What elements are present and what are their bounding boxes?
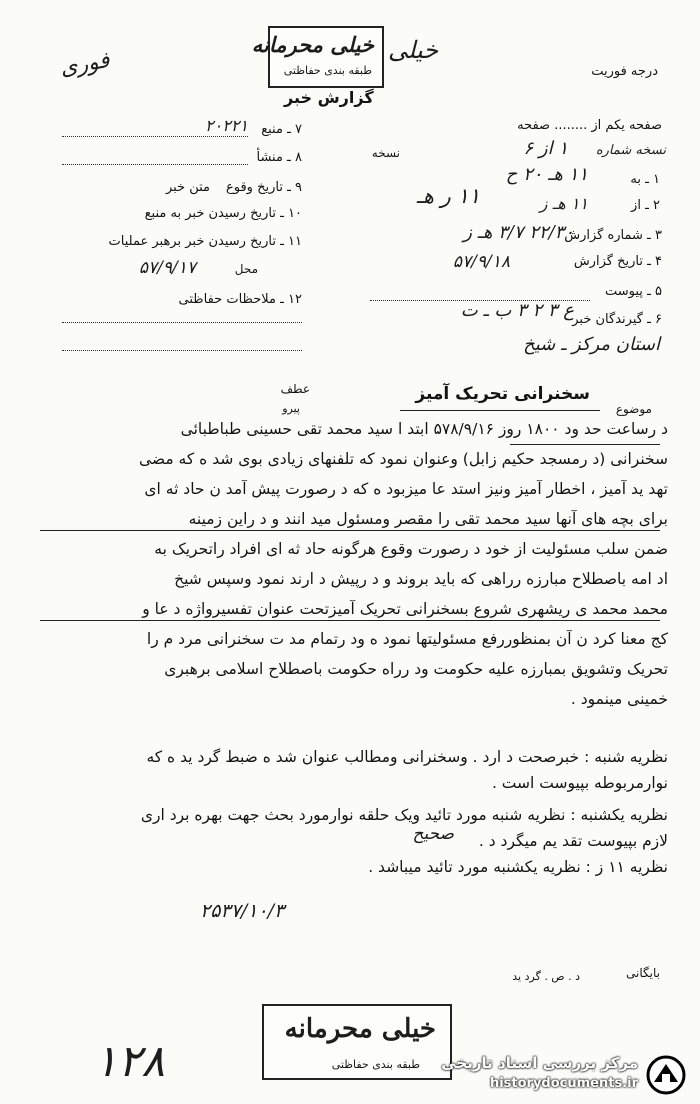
underline-line-7 xyxy=(40,620,660,621)
watermark-title: مرکز بررسی اسناد تاریخی xyxy=(441,1054,638,1072)
copy-number-label: نسخه شماره xyxy=(595,143,666,158)
field-location-value: ۵۷/۹/۱۷ xyxy=(138,258,196,278)
body-line-10: خمینی مینمود . xyxy=(570,690,668,708)
field-occurrence-date-label: ۹ ـ تاریخ وقوع xyxy=(225,180,302,195)
classification-stamp-top xyxy=(251,26,384,88)
handwritten-page-number: ۱۲۸ xyxy=(94,1036,165,1087)
stamp-top-subtext: طبقه بندی حفاظتی xyxy=(283,64,372,77)
field-recipients-value-2: استان مرکز ـ شیخ xyxy=(523,334,660,355)
field-location-label: محل xyxy=(234,262,258,276)
field-recipients-value: ع ۳ ۲ ۳ ب ـ ت xyxy=(460,300,574,321)
opinion-saturday-1: نظریه شنبه : خبرصحت د ارد . وسخنرانی ومطالب عنوان شد ه ضبط گرد ید ه که xyxy=(146,748,668,766)
body-line-5: ضمن سلب مسئولیت از خود د رصورت وقوع هرگونه حاد ثه ای افراد راتحریک به xyxy=(154,540,668,558)
field-attachment-label: ۵ ـ پیوست xyxy=(605,284,662,299)
priority-label: درجه فوریت xyxy=(591,64,658,79)
copy-of-label: نسخه xyxy=(371,146,400,160)
field-report-number-value: ۲۲/۳۰ ۳/۷ هـ ز xyxy=(463,222,574,243)
field-from-handwriting: ۱۱ ر هـ xyxy=(416,184,480,208)
field-received-source-label: ۱۰ ـ تاریخ رسیدن خبر به منبع xyxy=(144,206,302,221)
watermark-url: historydocuments.ir xyxy=(489,1076,638,1091)
body-line-8: کج معنا کرد ن آن بمنظوررفع مسئولیتها نمود ه ود رتمام مد ت سخنرانی مرد م را xyxy=(146,630,668,648)
body-line-4: برای بچه های آنها سید محمد تقی را مقصر ومسئول مید انند و د راین زمینه xyxy=(188,510,668,528)
body-line-1: د رساعت حد ود ۱۸۰۰ روز ۵۷۸/۹/۱۶ ابتد ا سید محمد تقی حسینی طباطبائی xyxy=(180,420,668,438)
field-report-date-value: ۵۷/۹/۱۸ xyxy=(452,252,510,272)
body-line-9: تحریک وتشویق بمبارزه علیه حکومت ود رراه حکومت باصطلاح اسلامی برهبری xyxy=(164,660,668,678)
watermark xyxy=(412,1050,692,1100)
footer-archive-label: بایگانی xyxy=(626,966,660,980)
footer-handwritten-date: ۲۵۳۷/۱۰/۳ xyxy=(200,900,285,922)
field-report-number-label: ۳ ـ شماره گزارش xyxy=(564,228,662,243)
page-label: صفحه یکم از ........ صفحه xyxy=(517,118,662,133)
body-line-6: اد امه باصطلاح مبارزه رراهی که باید بروند و د رپیش د ارند نمود وسپس شیخ xyxy=(174,570,668,588)
field-source-label: ۷ ـ منبع xyxy=(261,122,302,137)
ref-follow-label: پیرو xyxy=(282,402,300,415)
field-received-ops-label: ۱۱ ـ تاریخ رسیدن خبر برهبر عملیات xyxy=(108,234,302,249)
archive-logo-icon xyxy=(644,1054,688,1096)
field-security-notes-label: ۱۲ ـ ملاحظات حفاظتی xyxy=(178,292,302,307)
ref-label: عطف xyxy=(280,382,310,396)
field-recipients-label: ۶ ـ گیرندگان خبر xyxy=(572,312,662,327)
origin-dotted-line xyxy=(62,164,248,165)
body-line-7: محمد محمد ی ریشهری شروع بسخنرانی تحریک آمیزتحت عنوان تفسیرواژه د عا و xyxy=(142,600,668,618)
underline-line-4 xyxy=(40,530,660,531)
stamp-bottom-subtext: طبقه بندی حفاظتی xyxy=(331,1058,420,1071)
field-occurrence-date-value: متن خبر xyxy=(165,180,210,195)
handwritten-initial-sunday: صحیح xyxy=(412,824,454,844)
stamp-bottom-text: خیلی محرمانه xyxy=(284,1014,436,1044)
report-title: گزارش خبر xyxy=(284,88,374,107)
field-source-value: ۲۰۲۲۱ xyxy=(205,116,248,135)
field-origin-label: ۸ ـ منشأ xyxy=(256,150,302,165)
body-line-3: تهد ید آمیز ، اخطار آمیز ونیز استد عا میزبود ه که د رصورت پیش آمد ن حاد ثه ای xyxy=(144,480,668,498)
subject-label: موضوع xyxy=(615,402,652,416)
field-to-label: ۱ ـ به xyxy=(630,172,660,187)
notes-dotted-line-2 xyxy=(62,350,302,351)
opinion-z11: نظریه ۱۱ ز : نظریه یکشنبه مورد تائید میباشد . xyxy=(368,858,668,876)
handwritten-classification-top: خیلی xyxy=(388,36,439,64)
copy-number-handwriting: ۱ از ۶ xyxy=(523,138,568,159)
field-from-value: ۱۱ هـ ز xyxy=(539,194,588,213)
footer-archived-note: د . ص . گرد ید xyxy=(512,970,580,983)
opinion-sunday-1: نظریه یکشنبه : نظریه شنبه مورد تائید ویک حلقه نوارمورد بحث جهت بهره برد اری xyxy=(140,806,668,824)
subject-underline xyxy=(400,410,600,411)
field-from-label: ۲ ـ از xyxy=(631,198,660,213)
underline-speaker-name xyxy=(510,444,660,445)
body-line-2: سخنرانی (د رمسجد حکیم زابل) وعنوان نمود که تلفنهای زیادی بوی شد ه که مضی xyxy=(138,450,668,468)
field-to-value: ۱۱ هـ ۲۰ ح xyxy=(505,164,588,185)
stamp-top-text: خیلی محرمانه xyxy=(251,32,374,57)
subject-value: سخنرانی تحریک آمیز xyxy=(415,384,590,404)
opinion-saturday-2: نوارمربوطه بپیوست است . xyxy=(491,774,668,792)
source-dotted-line xyxy=(62,136,248,137)
notes-dotted-line-1 xyxy=(62,322,302,323)
field-report-date-label: ۴ ـ تاریخ گزارش xyxy=(573,254,662,269)
opinion-sunday-2: لازم بپیوست تقد یم میگرد د . xyxy=(478,832,668,850)
handwritten-marginal-note: فوری xyxy=(58,47,112,82)
